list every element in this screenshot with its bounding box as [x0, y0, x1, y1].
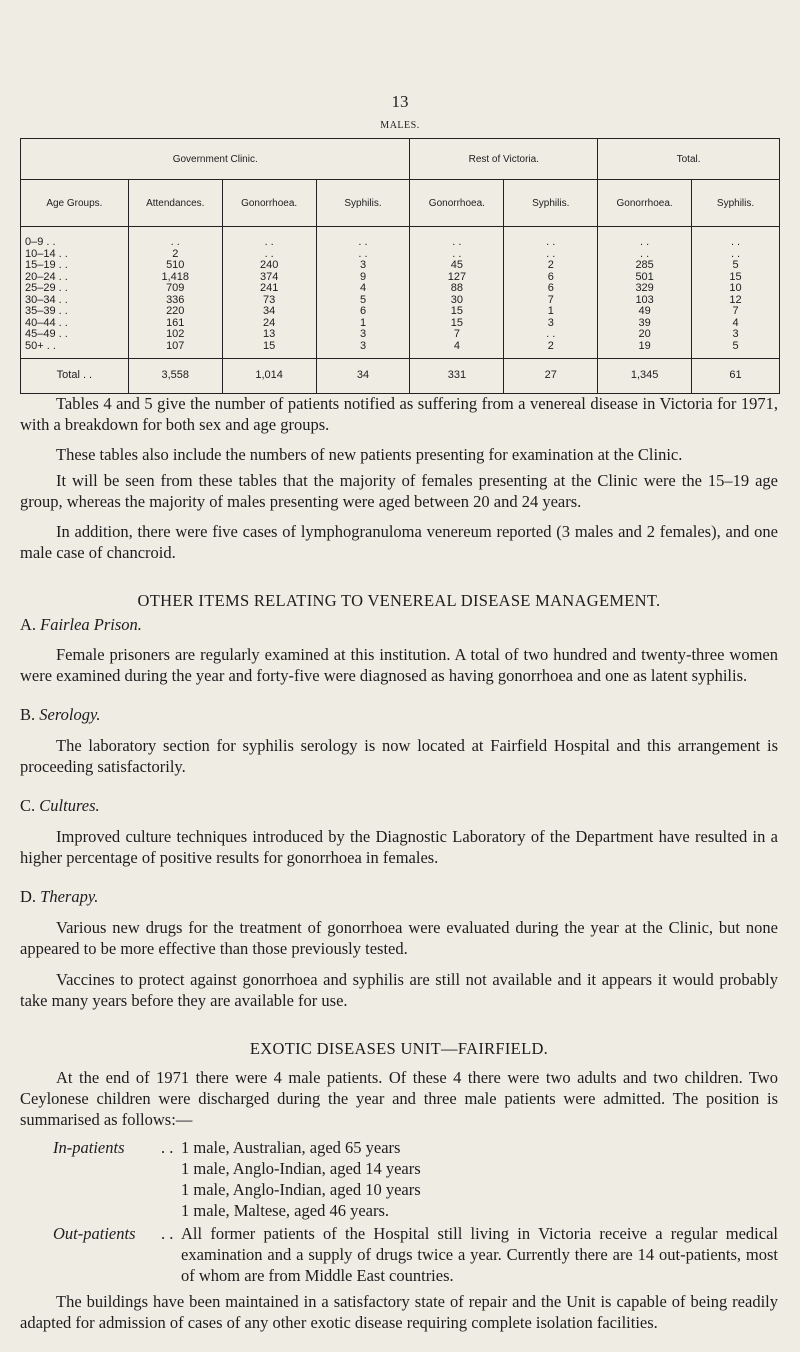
paragraph: Various new drugs for the treatment of gonorrhoea were evaluated during the year at the Clinic, but none appeared to be more effective than those previously tested.: [20, 918, 778, 958]
list-item: 1 male, Australian, aged 65 years: [181, 1138, 401, 1157]
table-cell: 4: [692, 318, 780, 330]
age-group-cell: 10–14 . .: [21, 249, 129, 261]
table-cell: 12: [692, 295, 780, 307]
table-cell: 3: [692, 329, 780, 341]
page-number: 13: [391, 92, 409, 111]
table-cell: 6: [504, 283, 598, 295]
subsection-label: D.: [20, 887, 37, 906]
total-cell: 61: [692, 359, 780, 394]
table-cell: 6: [504, 272, 598, 284]
table-cell: 9: [316, 272, 410, 284]
table-cell: . .: [222, 249, 316, 261]
table-row: [21, 227, 780, 249]
table-cell: 73: [222, 295, 316, 307]
table-cell: 45: [410, 260, 504, 272]
table-cell: 510: [128, 260, 222, 272]
outpatients-text: All former patients of the Hospital still living in Victoria receive a regular medical examination and a supply of drugs twice a year. Currently there are 14 out-patients, most of whom are from Middle East countries.: [181, 1224, 778, 1285]
subsection-b-heading: [20, 704, 778, 725]
table-cell: . .: [222, 227, 316, 249]
table-cell: 240: [222, 260, 316, 272]
age-group-cell: 20–24 . .: [21, 272, 129, 284]
inpatients-list: [181, 1137, 778, 1221]
paragraph: At the end of 1971 there were 4 male patients. Of these 4 there were two adults and two children. Two Ceylonese children were discharged during the year and three male patients were admitted. The position is summarised as follows:—: [20, 1068, 778, 1129]
table-cell: 49: [598, 306, 692, 318]
table-cell: . .: [598, 249, 692, 261]
leader-dots: . .: [161, 1138, 174, 1157]
column-header: Syphilis.: [692, 180, 780, 227]
subsection-a-heading: [20, 614, 778, 635]
paragraph: In addition, there were five cases of lymphogranuloma venereum reported (3 males and 2 females), and one male case of chancroid.: [20, 522, 778, 562]
table-row: [21, 272, 780, 284]
age-group-cell: 25–29 . .: [21, 283, 129, 295]
age-group-cell: 15–19 . .: [21, 260, 129, 272]
total-cell: 27: [504, 359, 598, 394]
table-row: [21, 249, 780, 261]
table-cell: 5: [692, 260, 780, 272]
table-total-row: [21, 359, 780, 394]
subsection-title: Therapy.: [40, 887, 99, 906]
total-cell: 1,345: [598, 359, 692, 394]
table-cell: 161: [128, 318, 222, 330]
column-header: Syphilis.: [504, 180, 598, 227]
table-cell: . .: [692, 227, 780, 249]
column-header: Gonorrhoea.: [410, 180, 504, 227]
subsection-d-heading: [20, 886, 778, 907]
table-cell: 34: [222, 306, 316, 318]
table-row: [21, 306, 780, 318]
age-group-cell: 0–9 . .: [21, 227, 129, 249]
section-heading-exotic-diseases: EXOTIC DISEASES UNIT—FAIRFIELD.: [249, 1039, 549, 1058]
table-row: [21, 283, 780, 295]
outpatients-label: Out-patients: [53, 1224, 136, 1243]
table-cell: 1: [504, 306, 598, 318]
age-group-cell: 40–44 . .: [21, 318, 129, 330]
total-cell: 331: [410, 359, 504, 394]
subsection-title: Fairlea Prison.: [40, 615, 142, 634]
table-cell: 4: [410, 341, 504, 359]
total-cell: 3,558: [128, 359, 222, 394]
group-header-total: Total.: [598, 139, 780, 180]
table-cell: 1,418: [128, 272, 222, 284]
table-cell: 15: [692, 272, 780, 284]
table-cell: . .: [504, 249, 598, 261]
table-cell: . .: [692, 249, 780, 261]
table-cell: . .: [504, 329, 598, 341]
table-cell: . .: [410, 227, 504, 249]
table-cell: 30: [410, 295, 504, 307]
table-cell: 39: [598, 318, 692, 330]
table-cell: 103: [598, 295, 692, 307]
subsection-title: Cultures.: [39, 796, 100, 815]
column-header: Syphilis.: [316, 180, 410, 227]
table-cell: 3: [316, 341, 410, 359]
column-header: Gonorrhoea.: [598, 180, 692, 227]
outpatients-block: [20, 1223, 778, 1286]
paragraph: Female prisoners are regularly examined at this institution. A total of two hundred and twenty-three women were examined during the year and forty-five were diagnosed as having gonorrhoea and one as latent syphilis.: [20, 645, 778, 685]
table-cell: 107: [128, 341, 222, 359]
column-header: Gonorrhoea.: [222, 180, 316, 227]
table-cell: 7: [504, 295, 598, 307]
table-cell: 15: [410, 306, 504, 318]
table-cell: . .: [128, 227, 222, 249]
table-column-header-row: [21, 180, 780, 227]
table-cell: 2: [504, 341, 598, 359]
table-cell: 3: [316, 329, 410, 341]
table-cell: 3: [316, 260, 410, 272]
table-cell: 24: [222, 318, 316, 330]
table-caption: MALES.: [380, 120, 420, 131]
table-cell: . .: [598, 227, 692, 249]
table-cell: . .: [316, 227, 410, 249]
table-cell: 285: [598, 260, 692, 272]
paragraph: Improved culture techniques introduced by the Diagnostic Laboratory of the Department have resulted in a higher percentage of positive results for gonorrhoea in females.: [20, 827, 778, 867]
table-cell: 15: [410, 318, 504, 330]
table-cell: 88: [410, 283, 504, 295]
table-cell: 220: [128, 306, 222, 318]
list-item: 1 male, Maltese, aged 46 years.: [181, 1201, 390, 1220]
subsection-title: Serology.: [39, 705, 101, 724]
table-cell: . .: [410, 249, 504, 261]
table-cell: 15: [222, 341, 316, 359]
total-cell: Total . .: [21, 359, 129, 394]
table-cell: . .: [504, 227, 598, 249]
subsection-label: C.: [20, 796, 36, 815]
table-group-header-row: [21, 139, 780, 180]
group-header-government-clinic: Government Clinic.: [21, 139, 410, 180]
inpatients-label: In-patients: [53, 1138, 125, 1157]
paragraph: The buildings have been maintained in a satisfactory state of repair and the Unit is capable of being readily adapted for admission of cases of any other exotic disease requiring complete isolation facilities.: [20, 1292, 778, 1332]
subsection-label: A.: [20, 615, 37, 634]
column-header: Age Groups.: [21, 180, 129, 227]
paragraph: It will be seen from these tables that the majority of females presenting at the Clinic were the 15–19 age group, whereas the majority of males presenting were aged between 20 and 24 years.: [20, 471, 778, 511]
age-group-cell: 35–39 . .: [21, 306, 129, 318]
table-cell: 3: [504, 318, 598, 330]
table-cell: 7: [410, 329, 504, 341]
paragraph: Tables 4 and 5 give the number of patients notified as suffering from a venereal disease in Victoria for 1971, with a breakdown for both sex and age groups.: [20, 394, 778, 434]
table-cell: 6: [316, 306, 410, 318]
table-cell: 19: [598, 341, 692, 359]
total-cell: 34: [316, 359, 410, 394]
list-item: 1 male, Anglo-Indian, aged 10 years: [181, 1180, 421, 1199]
list-item: 1 male, Anglo-Indian, aged 14 years: [181, 1159, 421, 1178]
table-cell: 13: [222, 329, 316, 341]
table-cell: . .: [316, 249, 410, 261]
table-cell: 2: [128, 249, 222, 261]
column-header: Attendances.: [128, 180, 222, 227]
table-cell: 102: [128, 329, 222, 341]
table-cell: 10: [692, 283, 780, 295]
body-text: [20, 393, 778, 1333]
age-group-cell: 30–34 . .: [21, 295, 129, 307]
inpatients-block: [20, 1137, 778, 1221]
table-cell: 709: [128, 283, 222, 295]
table-cell: 4: [316, 283, 410, 295]
age-group-cell: 50+ . .: [21, 341, 129, 359]
subsection-label: B.: [20, 705, 36, 724]
table-row: [21, 295, 780, 307]
leader-dots: . .: [161, 1224, 174, 1243]
table-row: [21, 260, 780, 272]
group-header-rest-of-victoria: Rest of Victoria.: [410, 139, 598, 180]
total-cell: 1,014: [222, 359, 316, 394]
paragraph: The laboratory section for syphilis serology is now located at Fairfield Hospital and this arrangement is proceeding satisfactorily.: [20, 736, 778, 776]
paragraph: Vaccines to protect against gonorrhoea and syphilis are still not available and it appears it would probably take many years before they are available for use.: [20, 970, 778, 1010]
table-cell: 2: [504, 260, 598, 272]
table-cell: 5: [316, 295, 410, 307]
table-cell: 336: [128, 295, 222, 307]
table-cell: 241: [222, 283, 316, 295]
table-row: [21, 329, 780, 341]
table-cell: 5: [692, 341, 780, 359]
table-cell: 374: [222, 272, 316, 284]
table-row: [21, 318, 780, 330]
males-statistics-table: [20, 138, 780, 394]
age-group-cell: 45–49 . .: [21, 329, 129, 341]
table-cell: 20: [598, 329, 692, 341]
subsection-c-heading: [20, 795, 778, 816]
table-cell: 1: [316, 318, 410, 330]
section-heading-venereal-disease: OTHER ITEMS RELATING TO VENEREAL DISEASE MANAGEMENT.: [137, 591, 661, 610]
table-row: [21, 341, 780, 359]
paragraph: These tables also include the numbers of new patients presenting for examination at the Clinic.: [56, 445, 683, 464]
table-cell: 7: [692, 306, 780, 318]
table-cell: 329: [598, 283, 692, 295]
table-cell: 501: [598, 272, 692, 284]
table-cell: 127: [410, 272, 504, 284]
